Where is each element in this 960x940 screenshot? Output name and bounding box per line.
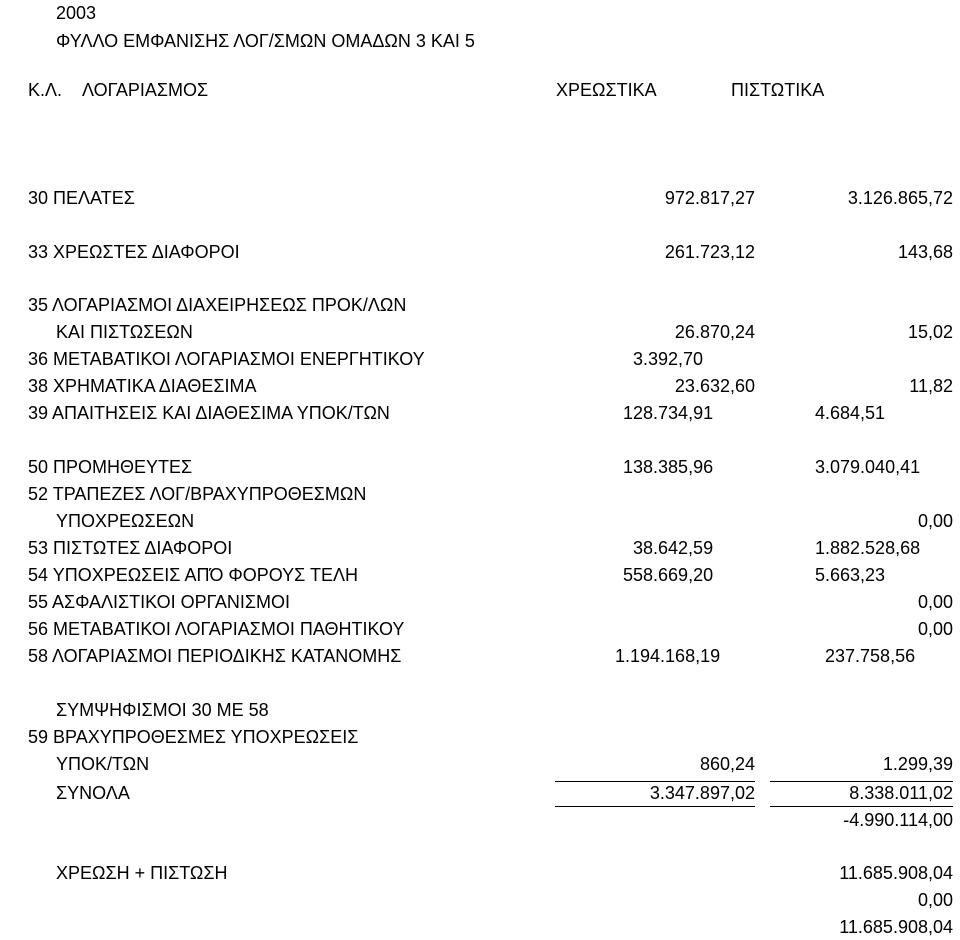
row-label: 54 ΥΠΟΧΡΕΩΣΕΙΣ ΑΠΌ ΦΟΡΟΥΣ ΤΕΛΗ [28, 565, 359, 585]
summary-value: 11.685.908,04 [839, 863, 953, 883]
row-credit: 5.663,23 [815, 565, 886, 585]
row-debit: 261.723,12 [664, 242, 755, 262]
totals-label: ΣΥΝΟΛΑ [56, 783, 130, 803]
row-label: 33 ΧΡΕΩΣΤΕΣ ΔΙΑΦΟΡΟΙ [28, 242, 240, 262]
column-header-account: ΛΟΓΑΡΙΑΣΜΟΣ [82, 80, 209, 100]
row-label: 50 ΠΡΟΜΗΘΕΥΤΕΣ [28, 457, 193, 477]
row-credit: 0,00 [917, 619, 953, 639]
row-debit: 558.669,20 [623, 565, 714, 585]
row-label: ΥΠΟΚ/ΤΩΝ [56, 754, 150, 774]
summary-value: 11.685.908,04 [839, 917, 953, 937]
row-credit: 4.684,51 [815, 403, 886, 423]
row-label: 39 ΑΠΑΙΤΗΣΕΙΣ ΚΑΙ ΔΙΑΘΕΣΙΜΑ ΥΠΟΚ/ΤΩΝ [28, 403, 390, 423]
column-header-code: Κ.Λ. [28, 80, 63, 100]
row-debit: 128.734,91 [623, 403, 714, 423]
row-label: 36 ΜΕΤΑΒΑΤΙΚΟΙ ΛΟΓΑΡΙΑΣΜΟΙ ΕΝΕΡΓΗΤΙΚΟΥ [28, 349, 425, 369]
year: 2003 [56, 3, 97, 23]
totals-difference: -4.990.114,00 [843, 810, 953, 830]
total-underline-debit [555, 806, 755, 807]
row-credit: 1.882.528,68 [815, 538, 921, 558]
row-label: 38 ΧΡΗΜΑΤΙΚΑ ΔΙΑΘΕΣΙΜΑ [28, 376, 257, 396]
row-label: 35 ΛΟΓΑΡΙΑΣΜΟΙ ΔΙΑΧΕΙΡΗΣΕΩΣ ΠΡΟΚ/ΛΩΝ [28, 295, 407, 315]
total-underline-credit [770, 806, 953, 807]
row-label: 56 ΜΕΤΑΒΑΤΙΚΟΙ ΛΟΓΑΡΙΑΣΜΟΙ ΠΑΘΗΤΙΚΟΥ [28, 619, 405, 639]
totals-debit: 3.347.897,02 [649, 783, 755, 803]
row-debit: 3.392,70 [633, 349, 704, 369]
row-debit: 26.870,24 [674, 322, 755, 342]
row-credit: 3.126.865,72 [847, 188, 953, 208]
column-header-debit: ΧΡΕΩΣΤΙΚΑ [556, 80, 657, 100]
totals-credit: 8.338.011,02 [849, 783, 953, 803]
row-label: 30 ΠΕΛΑΤΕΣ [28, 188, 135, 208]
row-credit: 143,68 [897, 242, 953, 262]
summary-label: ΧΡΕΩΣΗ + ΠΙΣΤΩΣΗ [56, 863, 228, 883]
row-credit: 11,82 [909, 376, 953, 396]
row-debit: 860,24 [699, 754, 755, 774]
row-credit: 1.299,39 [882, 754, 953, 774]
row-label: ΚΑΙ ΠΙΣΤΩΣΕΩΝ [56, 322, 193, 342]
row-debit: 1.194.168,19 [615, 646, 721, 666]
row-debit: 972.817,27 [664, 188, 755, 208]
row-debit: 138.385,96 [623, 457, 714, 477]
row-debit: 38.642,59 [633, 538, 714, 558]
column-header-credit: ΠΙΣΤΩΤΙΚΑ [731, 80, 825, 100]
row-label: 59 ΒΡΑΧΥΠΡΟΘΕΣΜΕΣ ΥΠΟΧΡΕΩΣΕΙΣ [28, 727, 359, 747]
summary-value: 0,00 [917, 890, 953, 910]
row-label: 52 ΤΡΑΠΕΖΕΣ ΛΟΓ/ΒΡΑΧΥΠΡΟΘΕΣΜΩΝ [28, 484, 367, 504]
row-label: 55 ΑΣΦΑΛΙΣΤΙΚΟΙ ΟΡΓΑΝΙΣΜΟΙ [28, 592, 291, 612]
row-debit: 23.632,60 [674, 376, 755, 396]
row-credit: 237.758,56 [825, 646, 916, 666]
row-label: ΣΥΜΨΗΦΙΣΜΟΙ 30 ΜΕ 58 [56, 700, 269, 720]
row-label: 58 ΛΟΓΑΡΙΑΣΜΟΙ ΠΕΡΙΟΔΙΚΗΣ ΚΑΤΑΝΟΜΗΣ [28, 646, 402, 666]
row-label: 53 ΠΙΣΤΩΤΕΣ ΔΙΑΦΟΡΟΙ [28, 538, 233, 558]
row-credit: 3.079.040,41 [815, 457, 921, 477]
page-title: ΦΥΛΛΟ ΕΜΦΑΝΙΣΗΣ ΛΟΓ/ΣΜΩΝ ΟΜΑΔΩΝ 3 ΚΑΙ 5 [56, 31, 475, 51]
row-credit: 15,02 [907, 322, 953, 342]
row-credit: 0,00 [917, 592, 953, 612]
row-label: ΥΠΟΧΡΕΩΣΕΩΝ [56, 511, 195, 531]
row-credit: 0,00 [917, 511, 953, 531]
